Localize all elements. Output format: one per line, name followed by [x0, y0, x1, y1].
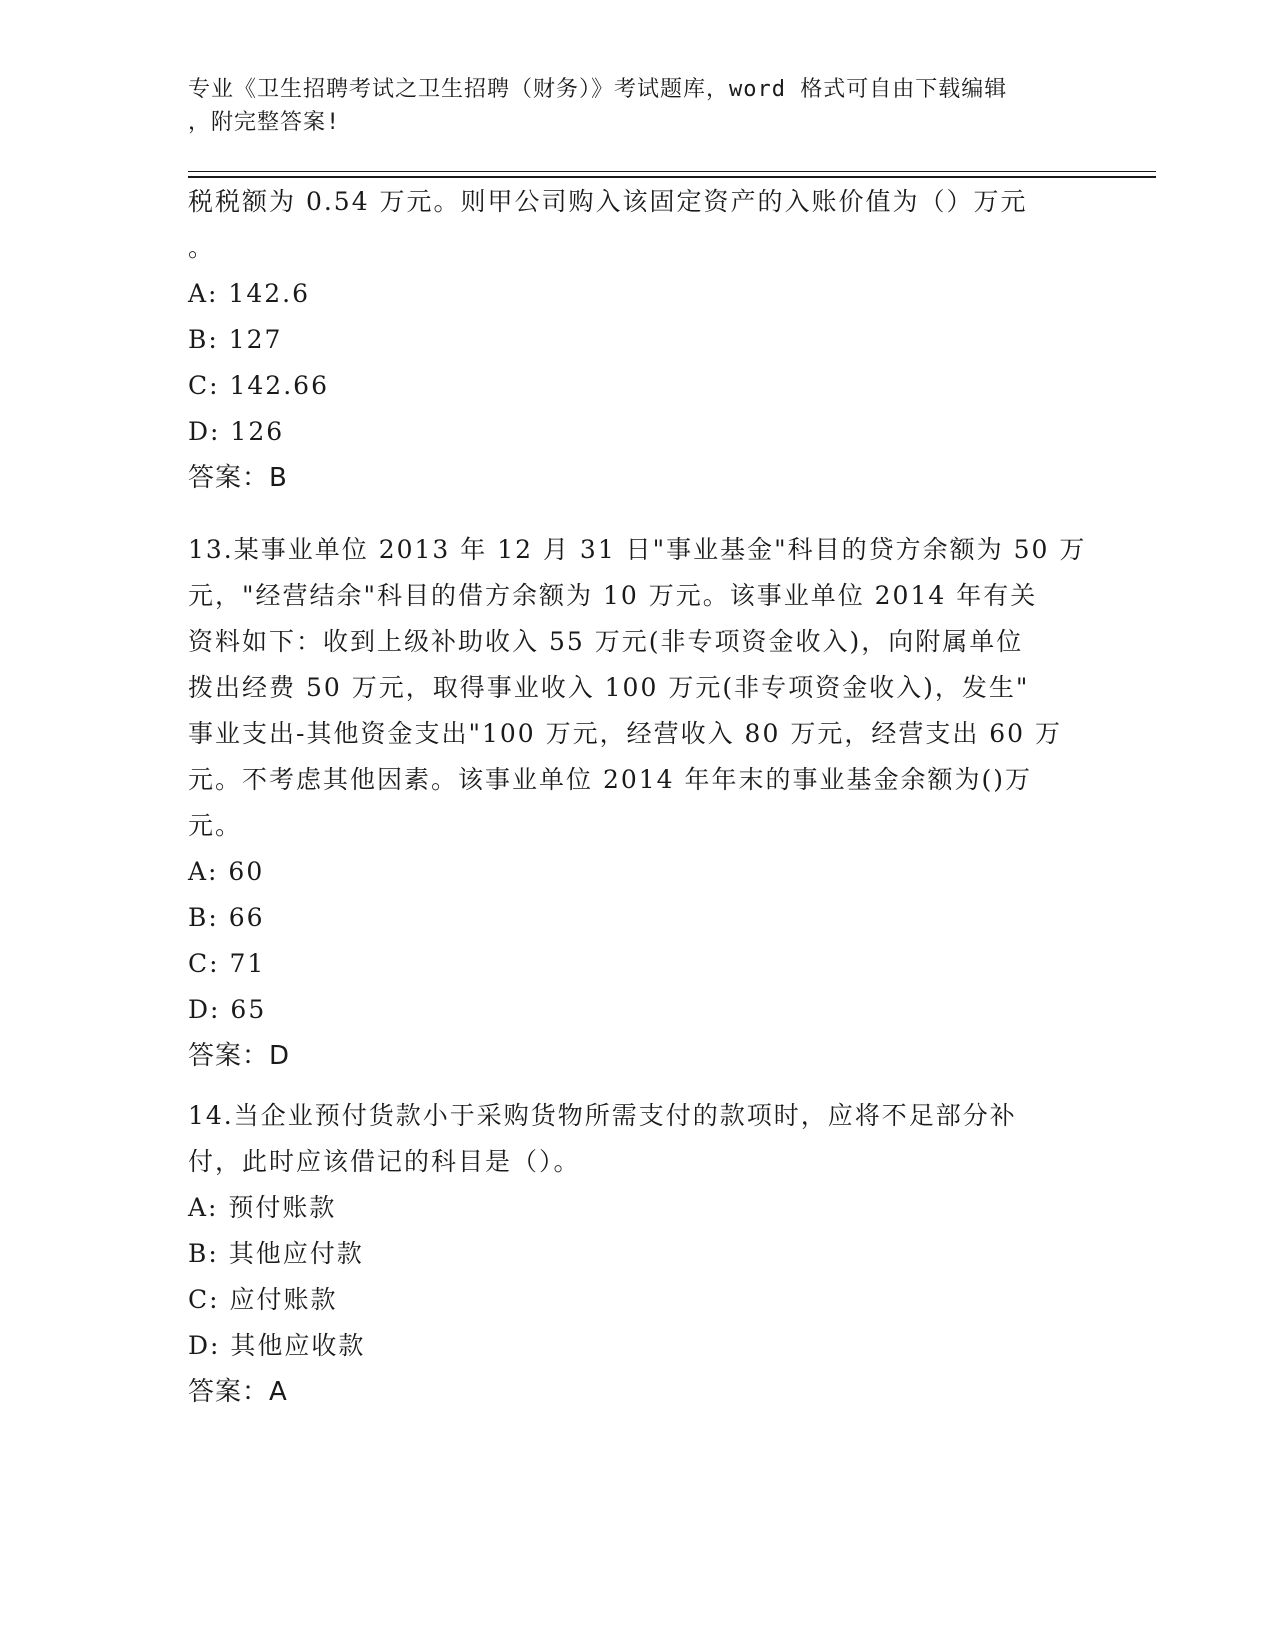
- option-b: B: 127: [188, 325, 283, 354]
- question-stem-line: 付，此时应该借记的科目是（）。: [188, 1147, 581, 1176]
- header-line-2: ，附完整答案!: [188, 110, 341, 135]
- question-stem-line: 14.当企业预付货款小于采购货物所需支付的款项时，应将不足部分补: [188, 1101, 1017, 1130]
- question-stem-line: 税税额为 0.54 万元。则甲公司购入该固定资产的入账价值为（）万元: [188, 187, 1028, 216]
- option-c: C: 应付账款: [188, 1285, 338, 1314]
- option-a: A: 60: [188, 857, 265, 886]
- option-b: B: 其他应付款: [188, 1239, 364, 1268]
- option-d: D: 65: [188, 995, 267, 1024]
- question-stem-line: 13.某事业单位 2013 年 12 月 31 日"事业基金"科目的贷方余额为 50 万: [188, 535, 1087, 564]
- answer-line: 答案：B: [188, 463, 288, 493]
- question-stem-line: 元。不考虑其他因素。该事业单位 2014 年年末的事业基金余额为()万: [188, 765, 1033, 794]
- question-stem-line: 元。: [188, 811, 243, 840]
- question-stem-line: 拨出经费 50 万元，取得事业收入 100 万元(非专项资金收入)，发生": [188, 673, 1030, 702]
- header-divider-bottom: [188, 176, 1156, 178]
- question-stem-line: 事业支出-其他资金支出"100 万元，经营收入 80 万元，经营支出 60 万: [188, 719, 1063, 748]
- option-c: C: 71: [188, 949, 266, 978]
- question-13: [188, 527, 1088, 1079]
- option-c: C: 142.66: [188, 371, 329, 400]
- document-header: [188, 73, 1068, 139]
- question-stem-line: 元，"经营结余"科目的借方余额为 10 万元。该事业单位 2014 年有关: [188, 581, 1038, 610]
- header-divider-top: [188, 171, 1156, 172]
- option-b: B: 66: [188, 903, 265, 932]
- header-line-1: 专业《卫生招聘考试之卫生招聘（财务）》考试题库，word 格式可自由下载编辑: [188, 77, 1008, 102]
- option-d: D: 126: [188, 417, 285, 446]
- answer-line: 答案：D: [188, 1041, 291, 1071]
- option-a: A: 142.6: [188, 279, 310, 308]
- option-a: A: 预付账款: [188, 1193, 337, 1222]
- question-12: [188, 179, 1088, 501]
- answer-line: 答案：A: [188, 1377, 288, 1407]
- question-stem-line: 。: [188, 233, 216, 262]
- question-stem-line: 资料如下：收到上级补助收入 55 万元(非专项资金收入)，向附属单位: [188, 627, 1024, 656]
- question-14: [188, 1093, 1088, 1415]
- option-d: D: 其他应收款: [188, 1331, 366, 1360]
